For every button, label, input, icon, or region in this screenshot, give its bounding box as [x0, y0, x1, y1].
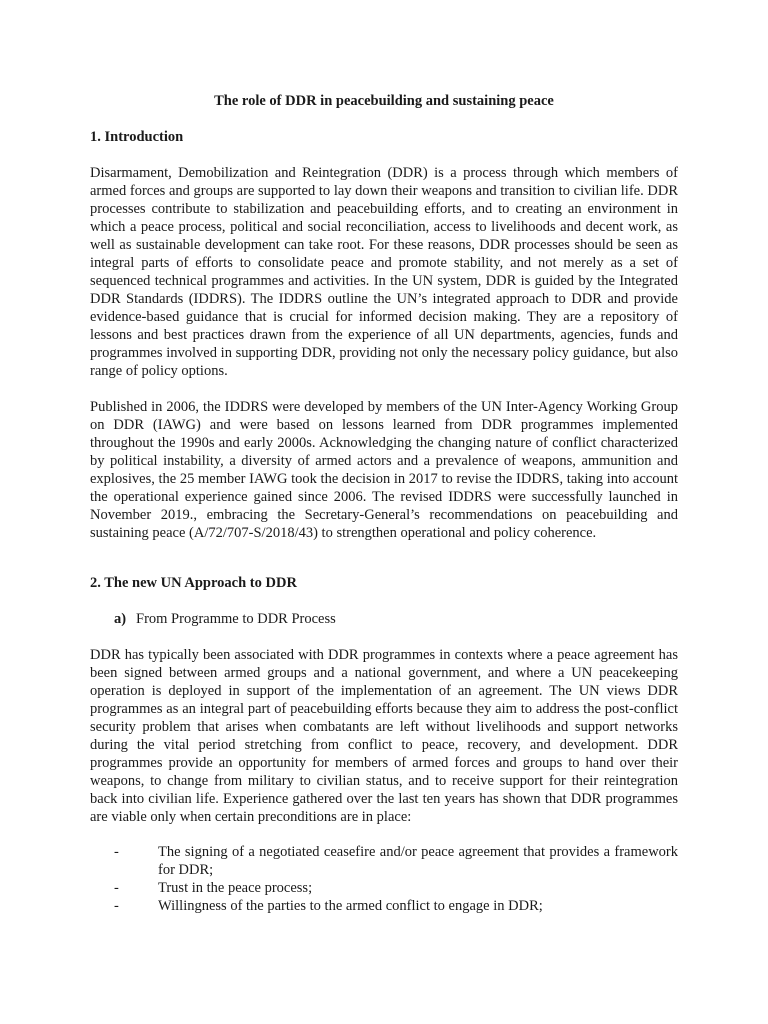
- section-heading-new-approach: 2. The new UN Approach to DDR: [90, 575, 297, 591]
- list-item-text: The signing of a negotiated ceasefire and/or peace agreement that provides a framework for DDR;: [158, 844, 678, 878]
- paragraph-ddr-programmes: DDR has typically been associated with DDR programmes in contexts where a peace agreement has been signed between armed groups and a national government, and where a UN peacekeeping operation is deployed in support of the implementation of an agreement. The UN views DDR programmes as an integral part of peacebuilding efforts because they aim to address the post-conflict security problem that arises when combatants are left without livelihoods and support networks during the vital period stretching from conflict to peace, recovery, and development. DDR programmes provide an opportunity for members of armed forces and groups to hand over their weapons, to change from military to civilian status, and to receive support for their reintegration back into civilian life. Experience gathered over the last ten years has shown that DDR programmes are viable only when certain preconditions are in place:: [90, 647, 678, 825]
- list-dash: -: [114, 898, 119, 914]
- subsection-marker: a): [114, 611, 127, 627]
- subsection-title: From Programme to DDR Process: [136, 611, 336, 627]
- paragraph-intro-1: Disarmament, Demobilization and Reintegration (DDR) is a process through which members of armed forces and groups are supported to lay down their weapons and transition to civilian life. DDR processes contribute to stabilization and peacebuilding efforts, and to creating an environment in which a peace process, political and social reconciliation, access to livelihoods and decent work, as well as sustainable development can take root. For these reasons, DDR processes should be seen as integral parts of efforts to consolidate peace and promote stability, and not merely as a set of sequenced technical programmes and activities. In the UN system, DDR is guided by the Integrated DDR Standards (IDDRS). The IDDRS outline the UN’s integrated approach to DDR and provide evidence-based guidance that is crucial for informed decision making. They are a repository of lessons and best practices drawn from the experience of all UN departments, agencies, funds and programmes involved in supporting DDR, providing not only the necessary policy guidance, but also range of policy options.: [90, 165, 678, 379]
- list-dash: -: [114, 880, 119, 896]
- section-heading-introduction: 1. Introduction: [90, 129, 184, 145]
- preconditions-list: [90, 843, 678, 915]
- list-dash: -: [114, 844, 119, 860]
- list-item-text: Trust in the peace process;: [158, 880, 313, 896]
- list-item-text: Willingness of the parties to the armed conflict to engage in DDR;: [158, 898, 543, 914]
- document-title: The role of DDR in peacebuilding and sustaining peace: [214, 93, 554, 109]
- paragraph-intro-2: Published in 2006, the IDDRS were developed by members of the UN Inter-Agency Working Group on DDR (IAWG) and were based on lessons learned from DDR programmes implemented throughout the 1990s and early 2000s. Acknowledging the changing nature of conflict characterized by political instability, a diversity of armed actors and a prevalence of weapons, ammunition and explosives, the 25 member IAWG took the decision in 2017 to revise the IDDRS, taking into account the operational experience gained since 2006. The revised IDDRS were successfully launched in November 2019., embracing the Secretary-General’s recommendations on peacebuilding and sustaining peace (A/72/707-S/2018/43) to strengthen operational and policy coherence.: [90, 399, 678, 541]
- list-item: [90, 897, 678, 915]
- list-item: [90, 879, 678, 897]
- subsection-heading-a: [114, 610, 336, 628]
- list-item: [90, 843, 678, 879]
